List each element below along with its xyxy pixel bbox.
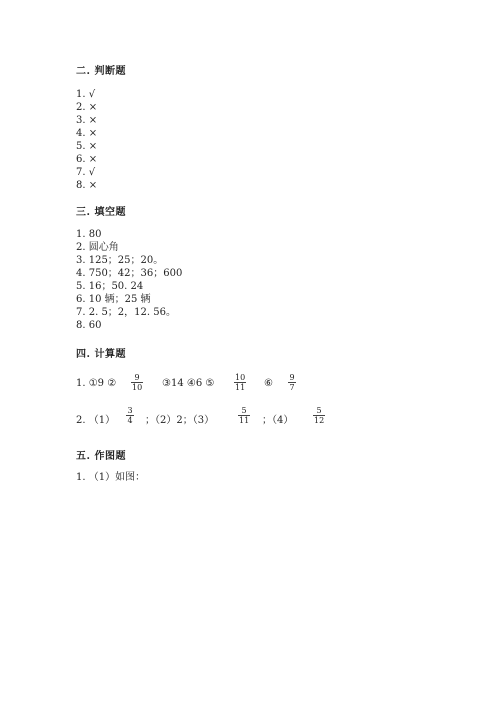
- fraction-denominator: 12: [314, 416, 325, 425]
- list-item: 2. ×: [76, 102, 98, 113]
- list-item: 2. 圆心角: [76, 242, 119, 253]
- fraction-numerator: 9: [289, 373, 295, 382]
- fraction-denominator: 11: [235, 383, 246, 392]
- list-item: 8. ×: [76, 180, 98, 191]
- calc-q2-middle: ；（2）2；（3）: [145, 415, 215, 426]
- section-title-fill-blank: 三. 填空题: [76, 207, 126, 218]
- list-item: 3. ×: [76, 115, 98, 126]
- fraction: [234, 373, 246, 392]
- fraction: [238, 406, 250, 425]
- list-item: 3. 125；25；20。: [76, 255, 164, 266]
- list-item: 1. （1）如图：: [76, 472, 146, 483]
- section-title-judgment: 二. 判断题: [76, 66, 126, 77]
- fraction-numerator: 9: [134, 373, 140, 382]
- fraction: [126, 406, 134, 425]
- list-item: 7. 2. 5；2，12. 56。: [76, 307, 176, 318]
- calc-q1-middle-2: ⑥: [264, 378, 273, 389]
- list-item: 5. ×: [76, 141, 98, 152]
- list-item: 6. ×: [76, 154, 98, 165]
- fraction-numerator: 3: [127, 406, 133, 415]
- calc-q1-prefix: 1. ①9 ②: [76, 378, 117, 389]
- fraction-denominator: 4: [127, 416, 133, 425]
- fraction: [313, 406, 325, 425]
- list-item: 5. 16；50. 24: [76, 281, 144, 292]
- list-item: 4. ×: [76, 128, 98, 139]
- list-item: 8. 60: [76, 320, 102, 331]
- section-title-drawing: 五. 作图题: [76, 451, 126, 462]
- fraction-numerator: 10: [235, 373, 246, 382]
- fraction-numerator: 5: [241, 406, 247, 415]
- fraction: [288, 373, 296, 392]
- list-item: 4. 750；42；36；600: [76, 268, 183, 279]
- section-title-calculation: 四. 计算题: [76, 349, 126, 360]
- list-item: 1. 80: [76, 229, 102, 240]
- fraction-numerator: 5: [316, 406, 322, 415]
- list-item: 7. √: [76, 167, 96, 178]
- list-item: 6. 10 辆；25 辆: [76, 294, 151, 305]
- calc-q1-middle: ③14 ④6 ⑤: [162, 378, 215, 389]
- calc-q2-middle-2: ；（4）: [262, 415, 294, 426]
- fraction: [131, 373, 143, 392]
- fraction-denominator: 7: [289, 383, 295, 392]
- list-item: 1. √: [76, 89, 96, 100]
- fraction-denominator: 11: [239, 416, 250, 425]
- fraction-denominator: 10: [132, 383, 143, 392]
- calc-q2-prefix: 2. （1）: [76, 415, 116, 426]
